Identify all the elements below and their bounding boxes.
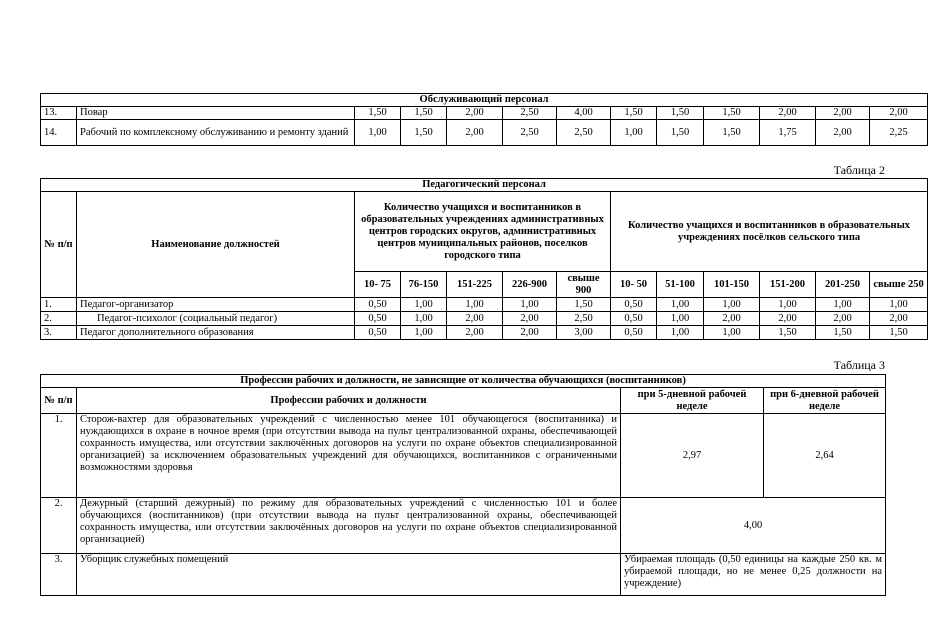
value-cell: 1,50 xyxy=(401,107,447,120)
position-name: Педагог-психолог (социальный педагог) xyxy=(77,312,355,326)
service-staff-table xyxy=(40,93,928,146)
value-cell: 1,00 xyxy=(657,298,704,312)
value-6day: 2,64 xyxy=(764,414,886,498)
value-cell: 1,50 xyxy=(704,120,760,146)
value-5day: 2,97 xyxy=(621,414,764,498)
value-cell: 1,00 xyxy=(611,120,657,146)
table-row xyxy=(41,120,928,146)
value-cell: 2,00 xyxy=(816,312,870,326)
value-cell: 0,50 xyxy=(611,298,657,312)
value-cell: 3,00 xyxy=(557,326,611,340)
position-name: Рабочий по комплексному обслуживанию и ремонту зданий xyxy=(77,120,355,146)
table-row xyxy=(41,554,886,596)
table-row xyxy=(41,498,886,554)
column-header-range: 10- 50 xyxy=(611,272,657,298)
value-cell: 4,00 xyxy=(557,107,611,120)
table-row xyxy=(41,414,886,498)
row-number: 2. xyxy=(41,312,77,326)
row-number: 3. xyxy=(41,326,77,340)
value-both-weeks: Убираемая площадь (0,50 единицы на каждые 250 кв. м убираемой площади, но не менее 0,25 должности на учреждение) xyxy=(621,554,886,596)
column-header-number: № п/п xyxy=(41,388,77,414)
row-number: 1. xyxy=(41,298,77,312)
row-number: 14. xyxy=(41,120,77,146)
value-cell: 2,50 xyxy=(503,107,557,120)
value-cell: 1,50 xyxy=(816,326,870,340)
column-header-range: 101-150 xyxy=(704,272,760,298)
pedagogical-staff-header: Педагогический персонал xyxy=(41,179,928,192)
value-cell: 2,00 xyxy=(503,326,557,340)
workers-table-header: Профессии рабочих и должности, не зависящие от количества обучающихся (воспитанников) xyxy=(41,375,886,388)
value-cell: 1,50 xyxy=(401,120,447,146)
value-cell: 1,50 xyxy=(657,120,704,146)
value-cell: 1,00 xyxy=(401,326,447,340)
column-header-position: Наименование должностей xyxy=(77,192,355,298)
table-row xyxy=(41,107,928,120)
value-cell: 1,50 xyxy=(657,107,704,120)
value-cell: 1,00 xyxy=(704,298,760,312)
value-cell: 0,50 xyxy=(355,312,401,326)
value-cell: 0,50 xyxy=(611,326,657,340)
service-staff-header: Обслуживающий персонал xyxy=(41,94,928,107)
table-row xyxy=(41,326,928,340)
column-header-range: свыше 250 xyxy=(870,272,928,298)
value-cell: 2,00 xyxy=(503,312,557,326)
column-group-city: Количество учащихся и воспитанников в образовательных учреждениях административных центров городских округов, административных центров муниципальных районов, поселков городского типа xyxy=(355,192,611,272)
value-cell: 1,00 xyxy=(870,298,928,312)
value-cell: 2,00 xyxy=(760,312,816,326)
column-header-range: 51-100 xyxy=(657,272,704,298)
column-header-number: № п/п xyxy=(41,192,77,298)
value-cell: 2,50 xyxy=(557,120,611,146)
table-row xyxy=(41,298,928,312)
value-cell: 1,00 xyxy=(657,312,704,326)
value-cell: 1,00 xyxy=(401,312,447,326)
value-cell: 2,00 xyxy=(870,312,928,326)
value-cell: 1,50 xyxy=(760,326,816,340)
value-cell: 2,50 xyxy=(557,312,611,326)
value-cell: 1,00 xyxy=(447,298,503,312)
column-header-profession: Профессии рабочих и должности xyxy=(77,388,621,414)
value-cell: 2,00 xyxy=(447,107,503,120)
value-cell: 2,00 xyxy=(447,326,503,340)
profession-name: Уборщик служебных помещений xyxy=(77,554,621,596)
row-number: 13. xyxy=(41,107,77,120)
value-cell: 1,00 xyxy=(760,298,816,312)
column-group-village: Количество учащихся и воспитанников в образовательных учреждениях посёлков сельского типа xyxy=(611,192,928,272)
value-cell: 0,50 xyxy=(611,312,657,326)
column-header-range: 201-250 xyxy=(816,272,870,298)
column-header-range: 76-150 xyxy=(401,272,447,298)
value-cell: 1,00 xyxy=(657,326,704,340)
value-cell: 2,00 xyxy=(870,107,928,120)
row-number: 1. xyxy=(41,414,77,498)
value-cell: 2,00 xyxy=(704,312,760,326)
value-cell: 0,50 xyxy=(355,326,401,340)
table-2-caption: Таблица 2 xyxy=(833,163,885,177)
profession-name: Дежурный (старший дежурный) по режиму для образовательных учреждений с численностью 101 и более обучающихся (воспитанников) (при отсутствии вывода на пульт централизованной охраны, обеспечивающей сохранность имущества, или отсутствии заключённых договоров на услуги по охране объектов специализированной организацией) xyxy=(77,498,621,554)
value-cell: 1,75 xyxy=(760,120,816,146)
value-cell: 1,00 xyxy=(503,298,557,312)
value-cell: 1,00 xyxy=(355,120,401,146)
column-header-5day-week: при 5-дневной рабочей неделе xyxy=(621,388,764,414)
profession-name: Сторож-вахтер для образовательных учреждений с численностью менее 101 обучающегося (воспитанника) и нуждающихся в охране в ночное время (при отсутствии вывода на пульт централизованной охраны, обеспечивающей сохранность имущества, или отсутствии заключённых договоров на услуги по охране объектов специализированной организацией) за исключением образовательных учреждений для обучающихся, воспитанников с ограниченными возможностями здоровья xyxy=(77,414,621,498)
value-cell: 2,00 xyxy=(816,107,870,120)
position-name: Повар xyxy=(77,107,355,120)
column-header-range: 10- 75 xyxy=(355,272,401,298)
value-cell: 1,50 xyxy=(704,107,760,120)
value-cell: 2,50 xyxy=(503,120,557,146)
value-both-weeks: 4,00 xyxy=(621,498,886,554)
value-cell: 2,00 xyxy=(447,120,503,146)
column-header-range: 151-200 xyxy=(760,272,816,298)
column-header-range: 226-900 xyxy=(503,272,557,298)
value-cell: 2,00 xyxy=(760,107,816,120)
column-header-range: свыше 900 xyxy=(557,272,611,298)
pedagogical-staff-table xyxy=(40,178,928,340)
value-cell: 1,00 xyxy=(816,298,870,312)
table-row xyxy=(41,312,928,326)
position-name: Педагог-организатор xyxy=(77,298,355,312)
column-header-range: 151-225 xyxy=(447,272,503,298)
table-3-caption: Таблица 3 xyxy=(833,358,885,372)
value-cell: 2,25 xyxy=(870,120,928,146)
value-cell: 1,50 xyxy=(611,107,657,120)
value-cell: 1,50 xyxy=(355,107,401,120)
workers-professions-table xyxy=(40,374,886,596)
value-cell: 0,50 xyxy=(355,298,401,312)
column-header-6day-week: при 6-дневной рабочей неделе xyxy=(764,388,886,414)
value-cell: 2,00 xyxy=(816,120,870,146)
value-cell: 1,50 xyxy=(557,298,611,312)
value-cell: 1,00 xyxy=(401,298,447,312)
value-cell: 1,50 xyxy=(870,326,928,340)
value-cell: 2,00 xyxy=(447,312,503,326)
value-cell: 1,00 xyxy=(704,326,760,340)
row-number: 2. xyxy=(41,498,77,554)
row-number: 3. xyxy=(41,554,77,596)
position-name: Педагог дополнительного образования xyxy=(77,326,355,340)
